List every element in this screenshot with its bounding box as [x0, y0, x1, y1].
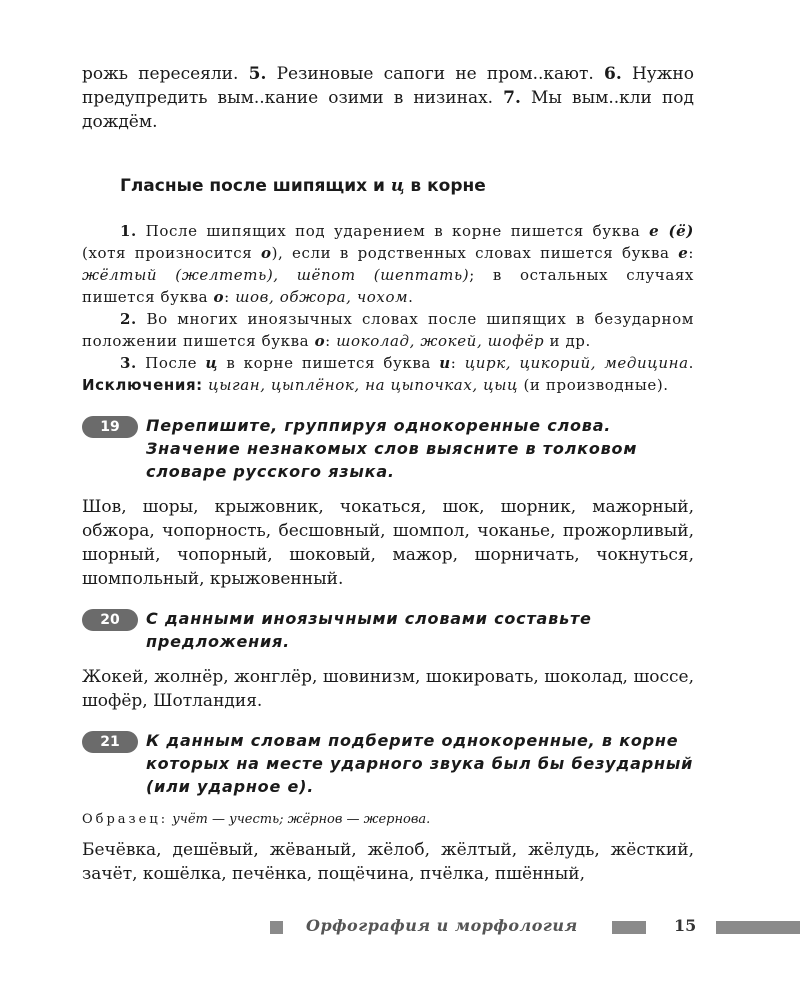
task-body: Шов, шоры, крыжовник, чокаться, шок, шорник, мажорный, обжора, чопорность, бесшовный, шомпол, чоканье, прожорливый, шорный, чопорный, шоковый, мажор, шорничать, чокнуться, шомпольный, крыжовенный. [82, 497, 694, 589]
task-20 [82, 607, 694, 653]
text: (хотя произносится [82, 244, 261, 262]
text: После [136, 354, 206, 372]
text: : [325, 332, 337, 350]
footer-square-mark [270, 921, 283, 934]
rule-1 [82, 220, 694, 308]
page-footer [0, 916, 800, 940]
text: ; в остальных случаях пишется буква [82, 266, 694, 306]
rule-number: 1. [120, 222, 137, 240]
task-instruction: Перепишите, группируя однокоренные слова. Значение незнакомых слов выясните в толковом словаре русского языка. [146, 416, 638, 481]
page-number: 15 [674, 916, 697, 935]
examples: жёлтый (желтеть), шёпот (шептать) [82, 266, 470, 284]
sentence-number: 6. [604, 64, 622, 84]
letter: е [678, 244, 689, 262]
text: рожь пересеяли. [82, 64, 249, 84]
task-number-badge: 20 [82, 609, 138, 631]
text: Мы вым..кли под дождём. [82, 88, 694, 132]
sample-line [82, 810, 694, 830]
task-number-badge: 21 [82, 731, 138, 753]
text: : [224, 288, 236, 306]
text: : [688, 244, 695, 262]
sentence-number: 5. [248, 64, 267, 84]
letter: ц [205, 354, 219, 372]
title-text: в корне [404, 176, 486, 196]
section-title [120, 174, 694, 198]
text: Нужно предупредить вым..кание озими в низинах. [82, 64, 694, 108]
text: После шипящих под ударением в корне пишется буква [136, 222, 650, 240]
sample-text: учёт — учесть; жёрнов — жернова. [172, 812, 431, 827]
text: . [688, 354, 694, 372]
text: . [408, 288, 414, 306]
examples: цыган, цыплёнок, на цыпочках, цыц [208, 376, 519, 394]
text: : [450, 354, 465, 372]
sentence-number: 7. [503, 88, 521, 108]
examples: шов, обжора, чохом [235, 288, 409, 306]
title-text: Гласные после шипящих и [120, 176, 391, 196]
exceptions-label: Исключения: [82, 376, 203, 394]
task-body: Бечёвка, дешёвый, жёваный, жёлоб, жёлтый, жёлудь, жёсткий, зачёт, кошёлка, печёнка, пощёчина, пчёлка, пшённый, [82, 840, 694, 884]
rule-number: 2. [120, 310, 137, 328]
rule-2 [82, 308, 694, 352]
title-letter: ц [390, 176, 405, 196]
examples: шоколад, жокей, шофёр [336, 332, 545, 350]
letter: о [314, 332, 326, 350]
rule-number: 3. [120, 354, 137, 372]
letter: и [439, 354, 451, 372]
letter: е (ё) [649, 222, 694, 240]
task-21 [82, 729, 694, 798]
rules-block [82, 220, 694, 396]
text: ), если в родственных словах пишется буква [271, 244, 679, 262]
footer-bar-mark [612, 921, 646, 934]
task-instruction: К данным словам подберите однокоренные, в корне которых на месте ударного звука был бы безударный (или ударное е). [146, 731, 694, 796]
task-instruction: С данными иноязычными словами составьте предложения. [146, 609, 592, 651]
sample-label: Образец: [82, 812, 169, 827]
exercise-continuation [82, 62, 694, 134]
task-19 [82, 414, 694, 483]
letter: о [260, 244, 272, 262]
footer-bar-mark [716, 921, 800, 934]
text: и др. [544, 332, 591, 350]
page-content [82, 62, 694, 886]
task-body: Жокей, жолнёр, жонглёр, шовинизм, шокировать, шоколад, шоссе, шофёр, Шотландия. [82, 667, 694, 711]
text: в корне пишется буква [218, 354, 440, 372]
text: Во многих иноязычных словах после шипящих в безударном положении пишется буква [82, 310, 694, 350]
text: (и производные). [518, 376, 669, 394]
task-number-badge: 19 [82, 416, 138, 438]
footer-title: Орфография и морфология [306, 916, 578, 935]
examples: цирк, цикорий, медицина [464, 354, 689, 372]
letter: о [213, 288, 225, 306]
rule-3 [82, 352, 694, 396]
text: Резиновые сапоги не пром..кают. [266, 64, 604, 84]
